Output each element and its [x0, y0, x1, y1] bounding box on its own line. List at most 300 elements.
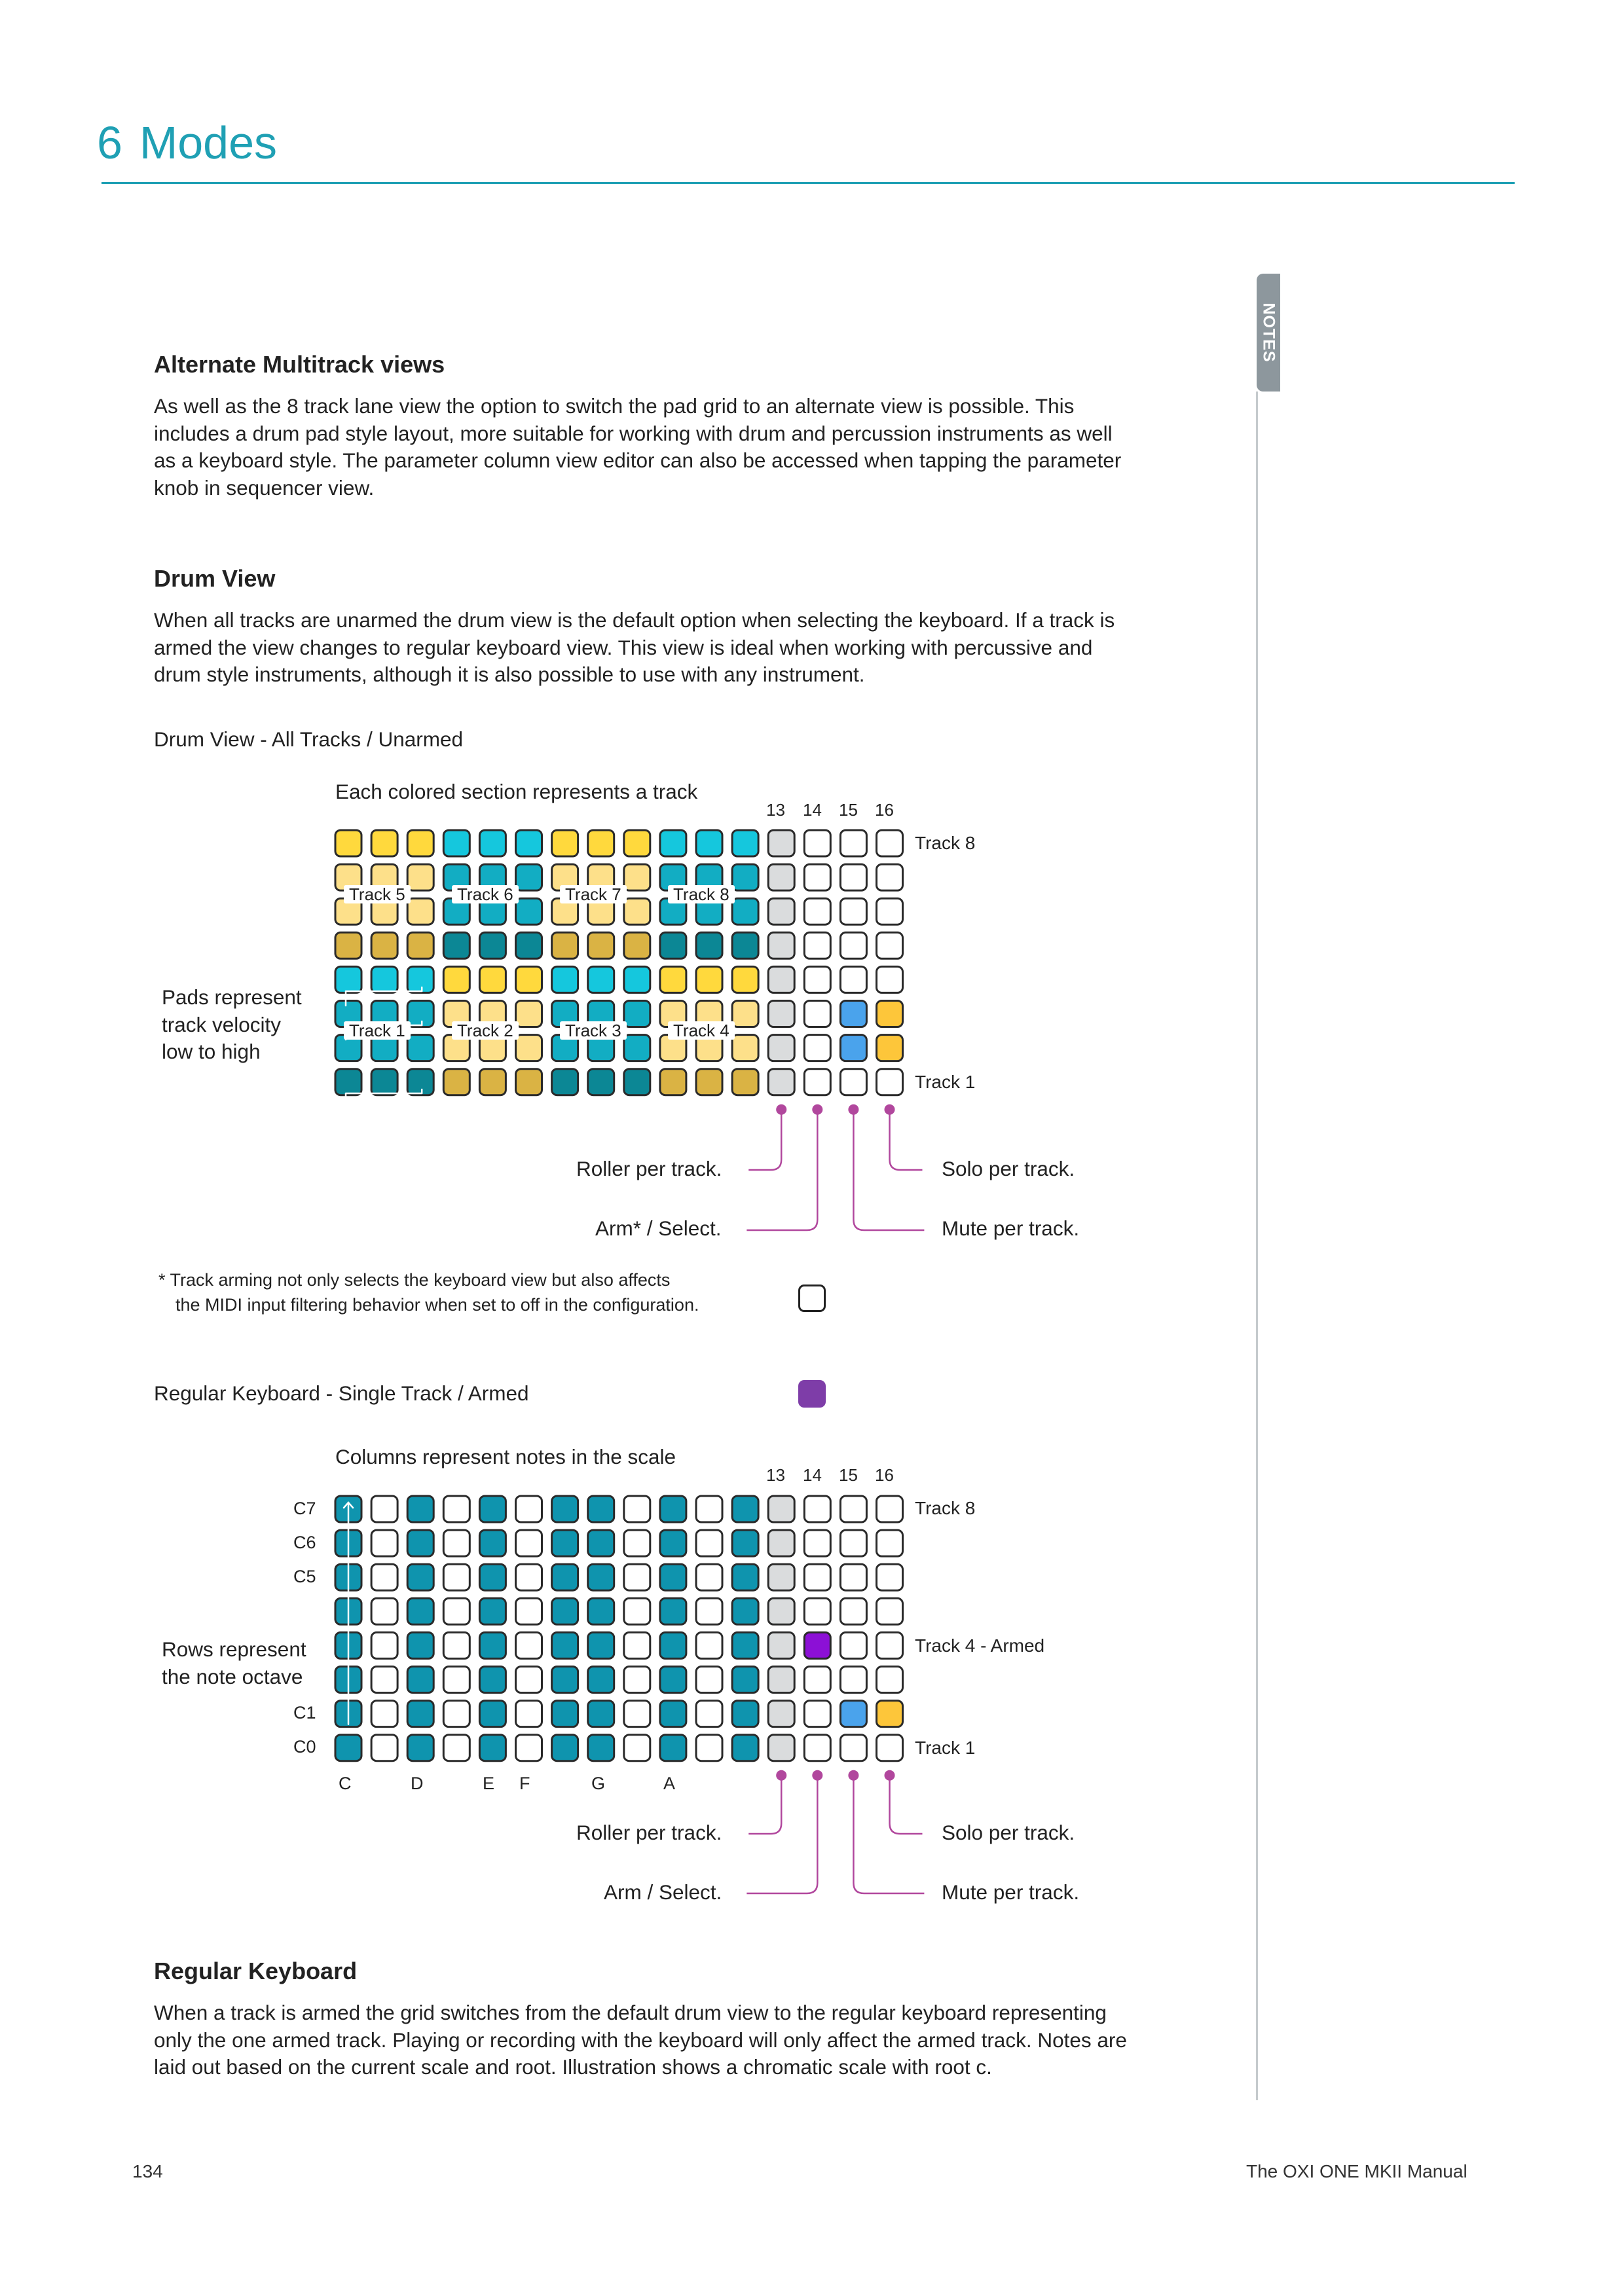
note-pad [371, 1667, 397, 1693]
note-pad [660, 1632, 686, 1658]
drum-pad [516, 830, 542, 856]
note-pad [624, 1598, 650, 1624]
note-pad [624, 1701, 650, 1727]
roller-callout-line [748, 1776, 781, 1834]
solo-pad [877, 830, 903, 856]
track-label-7: Track 7 [560, 885, 627, 903]
note-pad [696, 1496, 722, 1522]
note-pad [479, 1598, 506, 1624]
paragraph-line: includes a drum pad style layout, more suitable for working with drum and percussion instruments as well [154, 421, 1113, 445]
solo-callout-line [890, 1110, 923, 1170]
drum-pad [696, 932, 722, 958]
diagram2-mute-callout: Mute per track. [942, 1880, 1080, 1904]
note-pad [516, 1530, 542, 1556]
diagram1-caption: Drum View - All Tracks / Unarmed [154, 727, 464, 751]
diagram2-caption: Regular Keyboard - Single Track / Armed [154, 1381, 529, 1405]
octave-label-c0: C0 [293, 1737, 316, 1757]
note-pad [516, 1564, 542, 1590]
drum-pad [479, 830, 506, 856]
diagram2-col-16: 16 [875, 1465, 894, 1485]
drum-pad [371, 830, 397, 856]
note-pad [479, 1632, 506, 1658]
note-line: Pads represent [162, 985, 302, 1009]
mute-pad [840, 966, 866, 993]
drum-pad [732, 898, 758, 924]
diagram2-col-15: 15 [839, 1465, 858, 1485]
note-pad [479, 1564, 506, 1590]
note-pad [732, 1564, 758, 1590]
heading-drum-view: Drum View [154, 565, 276, 592]
drum-pad [552, 932, 578, 958]
drum-view-grid [335, 830, 903, 1095]
note-pad [588, 1701, 614, 1727]
mute-pad [840, 1735, 866, 1761]
note-pad [696, 1564, 722, 1590]
drum-pad [588, 1069, 614, 1095]
paragraph-line: drum style instruments, although it is also possible to use with any instrument. [154, 663, 865, 686]
drum-pad [443, 1069, 470, 1095]
note-pad [732, 1632, 758, 1658]
drum-pad [588, 830, 614, 856]
note-pad [407, 1735, 434, 1761]
note-pad [407, 1598, 434, 1624]
drum-pad [443, 830, 470, 856]
note-pad [588, 1598, 614, 1624]
diagram1-solo-callout: Solo per track. [942, 1157, 1075, 1180]
paragraph-line: As well as the 8 track lane view the option to switch the pad grid to an alternate view is possible. This [154, 394, 1075, 418]
drum-pad [624, 1069, 650, 1095]
note-pad [479, 1667, 506, 1693]
paragraph-line: When a track is armed the grid switches from the default drum view to the regular keyboard representing [154, 2001, 1107, 2024]
note-pad [624, 1564, 650, 1590]
note-pad [624, 1667, 650, 1693]
note-pad [516, 1632, 542, 1658]
drum-pad [443, 932, 470, 958]
diagram1-col-14: 14 [803, 800, 822, 820]
note-pad [443, 1735, 470, 1761]
drum-pad [371, 966, 397, 993]
octave-label-c5: C5 [293, 1567, 316, 1586]
drum-pad [407, 830, 434, 856]
drum-pad [516, 1001, 542, 1027]
drum-pad [335, 966, 361, 993]
drum-pad [696, 1069, 722, 1095]
drum-view-callout-lines [747, 1104, 924, 1230]
octave-label-c7: C7 [293, 1499, 316, 1518]
chapter-number: 6 [97, 117, 122, 168]
drum-pad [335, 830, 361, 856]
drum-pad [407, 864, 434, 890]
note-pad [660, 1564, 686, 1590]
solo-pad [877, 864, 903, 890]
diagram1-col-16: 16 [875, 800, 894, 820]
note-pad [588, 1564, 614, 1590]
track-label-6: Track 6 [452, 885, 519, 903]
note-pad [732, 1530, 758, 1556]
arm-pad [804, 932, 830, 958]
drum-pad [552, 830, 578, 856]
note-label-c: C [339, 1774, 352, 1793]
drum-pad [335, 932, 361, 958]
roller-pad [768, 1035, 794, 1061]
note-pad [624, 1496, 650, 1522]
note-pad [660, 1530, 686, 1556]
track-label-4: Track 4 [668, 1021, 735, 1040]
arm-pad [804, 1530, 830, 1556]
note-pad [443, 1667, 470, 1693]
drum-pad [479, 1069, 506, 1095]
drum-pad [371, 932, 397, 958]
footnote-line: the MIDI input filtering behavior when set to off in the configuration. [175, 1295, 699, 1315]
arm-pad [804, 1069, 830, 1095]
paragraph-line: as a keyboard style. The parameter column view editor can also be accessed when tapping the parameter [154, 448, 1122, 472]
octave-label-c1: C1 [293, 1703, 316, 1722]
arm-pad [804, 864, 830, 890]
note-line: the note octave [162, 1664, 303, 1688]
note-pad [371, 1496, 397, 1522]
solo-pad [877, 966, 903, 993]
diagram2-track4-armed-label: Track 4 - Armed [915, 1635, 1045, 1656]
roller-pad [768, 1667, 794, 1693]
mute-pad [840, 1496, 866, 1522]
solo-pad [877, 1701, 903, 1727]
mute-pad [840, 1530, 866, 1556]
note-pad [443, 1598, 470, 1624]
note-pad [732, 1701, 758, 1727]
mute-pad [840, 864, 866, 890]
roller-pad [768, 1564, 794, 1590]
solo-pad [877, 932, 903, 958]
diagram2-col-14: 14 [803, 1465, 822, 1485]
solo-pad [877, 1564, 903, 1590]
note-pad [371, 1735, 397, 1761]
note-pad [588, 1496, 614, 1522]
diagram2-track1-label: Track 1 [915, 1738, 976, 1758]
diagram1-roller-callout: Roller per track. [576, 1157, 722, 1180]
arm-pad [804, 1001, 830, 1027]
drum-pad [516, 966, 542, 993]
mute-pad [840, 1035, 866, 1061]
track-label-5: Track 5 [344, 885, 411, 903]
solo-pad [877, 1001, 903, 1027]
callout-dot [848, 1104, 858, 1115]
drum-pad [660, 830, 686, 856]
drum-pad [732, 864, 758, 890]
note-pad [407, 1564, 434, 1590]
mute-pad [840, 1598, 866, 1624]
roller-pad [768, 932, 794, 958]
heading-alternate-multitrack: Alternate Multitrack views [154, 351, 445, 378]
drum-pad [732, 1069, 758, 1095]
note-pad [696, 1632, 722, 1658]
roller-pad [768, 1069, 794, 1095]
drum-pad [624, 830, 650, 856]
note-pad [588, 1632, 614, 1658]
drum-pad [407, 898, 434, 924]
note-pad [443, 1564, 470, 1590]
note-pad [588, 1735, 614, 1761]
note-pad [552, 1530, 578, 1556]
roller-pad [768, 1598, 794, 1624]
solo-pad [877, 1069, 903, 1095]
octave-label-c6: C6 [293, 1533, 316, 1552]
note-pad [443, 1701, 470, 1727]
armed-track-pad [804, 1632, 830, 1658]
keyboard-view-callout-lines [747, 1770, 924, 1893]
note-pad [624, 1632, 650, 1658]
note-pad [516, 1735, 542, 1761]
diagram2-col-13: 13 [766, 1465, 785, 1485]
note-pad [588, 1667, 614, 1693]
note-pad [624, 1735, 650, 1761]
roller-pad [768, 898, 794, 924]
diagram2-solo-callout: Solo per track. [942, 1821, 1075, 1844]
note-pad [660, 1496, 686, 1522]
solo-pad [877, 1035, 903, 1061]
drum-pad [732, 830, 758, 856]
note-pad [588, 1530, 614, 1556]
callout-dot [812, 1770, 822, 1781]
drum-pad [552, 1069, 578, 1095]
diagram2-arm-callout: Arm / Select. [604, 1880, 722, 1904]
diagram2-top-note: Columns represent notes in the scale [335, 1445, 676, 1468]
drum-pad [552, 966, 578, 993]
track-label-8: Track 8 [668, 885, 735, 903]
paragraph-line: laid out based on the current scale and root. Illustration shows a chromatic scale with root c. [154, 2055, 992, 2079]
note-label-g: G [591, 1774, 606, 1793]
notes-side-tab-label: NOTES [1259, 302, 1278, 363]
track-label-2: Track 2 [452, 1021, 519, 1040]
roller-pad [768, 1001, 794, 1027]
note-pad [335, 1735, 361, 1761]
drum-pad [624, 1035, 650, 1061]
arm-pad [804, 1701, 830, 1727]
drum-pad [407, 1001, 434, 1027]
track-label-3: Track 3 [560, 1021, 627, 1040]
note-pad [516, 1701, 542, 1727]
note-pad [696, 1598, 722, 1624]
callout-dot [885, 1770, 895, 1781]
callout-dot [848, 1770, 858, 1781]
note-pad [552, 1496, 578, 1522]
solo-pad [877, 1735, 903, 1761]
drum-pad [732, 1001, 758, 1027]
note-pad [407, 1530, 434, 1556]
roller-pad [768, 1701, 794, 1727]
solo-pad [877, 1598, 903, 1624]
mute-pad [840, 1069, 866, 1095]
note-pad [732, 1735, 758, 1761]
note-pad [660, 1735, 686, 1761]
note-pad [660, 1598, 686, 1624]
note-pad [552, 1667, 578, 1693]
note-pad [371, 1632, 397, 1658]
drum-pad [479, 966, 506, 993]
paragraph-line: knob in sequencer view. [154, 475, 375, 500]
drum-pad [516, 1035, 542, 1061]
paragraph-line: only the one armed track. Playing or recording with the keyboard will only affect the armed track. Notes are [154, 2028, 1127, 2052]
note-pad [552, 1564, 578, 1590]
diagram1-col-13: 13 [766, 800, 785, 820]
drum-pad [732, 932, 758, 958]
drum-pad [516, 864, 542, 890]
mute-pad [840, 830, 866, 856]
arm-pad [804, 830, 830, 856]
drum-pad [624, 966, 650, 993]
paragraph-line: armed the view changes to regular keyboard view. This view is ideal when working with percussive and [154, 635, 1093, 659]
roller-pad [768, 864, 794, 890]
note-pad [443, 1530, 470, 1556]
arm-pad [804, 1667, 830, 1693]
drum-pad [407, 932, 434, 958]
drum-pad [660, 932, 686, 958]
mute-pad [840, 1001, 866, 1027]
mute-pad [840, 1564, 866, 1590]
callout-dot [812, 1104, 822, 1115]
page-number: 134 [132, 2161, 163, 2181]
note-pad [407, 1632, 434, 1658]
drum-pad [624, 898, 650, 924]
note-pad [443, 1632, 470, 1658]
note-pad [696, 1701, 722, 1727]
note-pad [479, 1496, 506, 1522]
note-pad [516, 1496, 542, 1522]
note-pad [516, 1598, 542, 1624]
diagram1-track8-label: Track 8 [915, 833, 976, 853]
note-label-f: F [519, 1774, 530, 1793]
drum-pad [479, 932, 506, 958]
note-pad [732, 1598, 758, 1624]
callout-dot [776, 1770, 786, 1781]
note-pad [552, 1701, 578, 1727]
track-label-1: Track 1 [344, 1021, 411, 1040]
drum-pad [443, 966, 470, 993]
drum-pad [696, 830, 722, 856]
drum-pad [624, 864, 650, 890]
note-pad [407, 1667, 434, 1693]
note-pad [660, 1667, 686, 1693]
note-pad [696, 1667, 722, 1693]
drum-pad [660, 966, 686, 993]
solo-pad [877, 1530, 903, 1556]
note-pad [371, 1564, 397, 1590]
note-pad [407, 1496, 434, 1522]
mute-pad [840, 1667, 866, 1693]
mute-pad [840, 1632, 866, 1658]
drum-pad [516, 898, 542, 924]
drum-pad [624, 1001, 650, 1027]
diagram1-track1-label: Track 1 [915, 1072, 976, 1092]
arm-pad [804, 1598, 830, 1624]
note-pad [660, 1701, 686, 1727]
note-pad [696, 1735, 722, 1761]
note-pad [516, 1667, 542, 1693]
callout-dot [776, 1104, 786, 1115]
diagram1-arm-callout: Arm* / Select. [595, 1216, 722, 1240]
note-line: Rows represent [162, 1637, 306, 1661]
solo-pad [877, 1496, 903, 1522]
arm-pad [804, 1564, 830, 1590]
roller-pad [768, 830, 794, 856]
note-label-e: E [483, 1774, 495, 1793]
roller-pad [768, 1530, 794, 1556]
note-pad [552, 1598, 578, 1624]
note-line: low to high [162, 1040, 261, 1063]
diagram1-col-15: 15 [839, 800, 858, 820]
solo-callout-line [890, 1776, 923, 1834]
roller-pad [768, 1735, 794, 1761]
drum-pad [407, 966, 434, 993]
manual-title: The OXI ONE MKII Manual [1246, 2161, 1467, 2181]
note-pad [552, 1632, 578, 1658]
note-pad [371, 1598, 397, 1624]
callout-dot [885, 1104, 895, 1115]
drum-pad [732, 966, 758, 993]
footnote-line: * Track arming not only selects the keyboard view but also affects [158, 1270, 671, 1290]
drum-pad [407, 1035, 434, 1061]
chapter-name: Modes [139, 117, 278, 168]
solo-pad [877, 1667, 903, 1693]
mute-pad [840, 1701, 866, 1727]
note-pad [371, 1530, 397, 1556]
heading-regular-keyboard: Regular Keyboard [154, 1958, 358, 1984]
arm-pad [804, 1035, 830, 1061]
solo-pad [877, 898, 903, 924]
solo-pad [877, 1632, 903, 1658]
drum-pad [696, 966, 722, 993]
roller-callout-line [748, 1110, 781, 1170]
note-pad [479, 1735, 506, 1761]
arm-pad [804, 1496, 830, 1522]
note-pad [732, 1496, 758, 1522]
roller-pad [768, 1632, 794, 1658]
note-pad [552, 1735, 578, 1761]
note-pad [443, 1496, 470, 1522]
drum-pad [371, 1069, 397, 1095]
diagram1-top-note: Each colored section represents a track [335, 780, 698, 803]
roller-pad [768, 966, 794, 993]
mute-pad [840, 898, 866, 924]
arm-pad [804, 898, 830, 924]
arm-pad [804, 966, 830, 993]
arm-pad [804, 1735, 830, 1761]
diagram2-roller-callout: Roller per track. [576, 1821, 722, 1844]
diagram1-mute-callout: Mute per track. [942, 1216, 1080, 1240]
keyboard-view-grid [335, 1496, 903, 1761]
note-pad [479, 1701, 506, 1727]
drum-pad [588, 966, 614, 993]
note-pad [732, 1667, 758, 1693]
note-pad [407, 1701, 434, 1727]
diagram2-track8-label: Track 8 [915, 1498, 976, 1518]
drum-pad [516, 1069, 542, 1095]
drum-pad [407, 1069, 434, 1095]
note-pad [479, 1530, 506, 1556]
drum-pad [588, 932, 614, 958]
note-pad [371, 1701, 397, 1727]
note-pad [624, 1530, 650, 1556]
mute-pad [840, 932, 866, 958]
roller-pad [768, 1496, 794, 1522]
note-pad [696, 1530, 722, 1556]
drum-pad [624, 932, 650, 958]
drum-pad [660, 1069, 686, 1095]
drum-pad [516, 932, 542, 958]
note-label-a: A [663, 1774, 676, 1793]
drum-pad [732, 1035, 758, 1061]
paragraph-line: When all tracks are unarmed the drum view is the default option when selecting the keyboard. If a track is [154, 608, 1115, 632]
note-line: track velocity [162, 1012, 282, 1036]
